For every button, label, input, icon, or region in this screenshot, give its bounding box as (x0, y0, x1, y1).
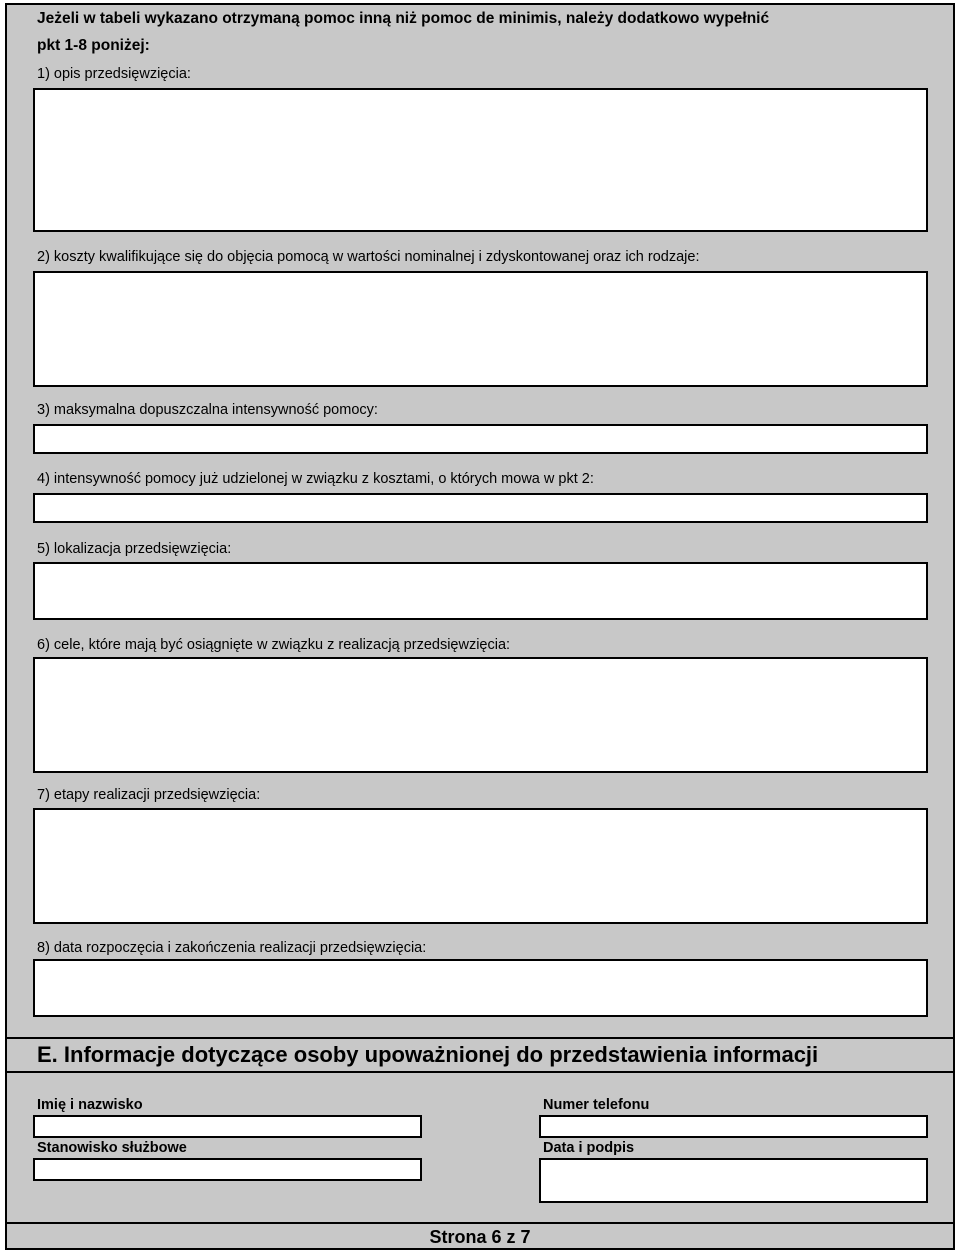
name-field[interactable] (33, 1115, 422, 1138)
field-label-granted-intensity: 4) intensywność pomocy już udzielonej w związku z kosztami, o których mowa w pkt 2: (37, 471, 594, 487)
description-field[interactable] (33, 88, 928, 232)
field-label-dates: 8) data rozpoczęcia i zakończenia realizacji przedsięwzięcia: (37, 940, 427, 956)
field-label-max-intensity: 3) maksymalna dopuszczalna intensywność pomocy: (37, 402, 378, 418)
date-sign-label: Data i podpis (543, 1140, 635, 1156)
max-intensity-field[interactable] (33, 424, 928, 454)
name-label: Imię i nazwisko (37, 1097, 143, 1113)
date-sign-field[interactable] (539, 1158, 928, 1203)
stages-field[interactable] (33, 808, 928, 924)
location-field[interactable] (33, 562, 928, 620)
intro-text-line1: Jeżeli w tabeli wykazano otrzymaną pomoc inną niż pomoc de minimis, należy dodatkowo wypełnić (37, 10, 770, 27)
field-label-description: 1) opis przedsięwzięcia: (37, 66, 191, 82)
eligible-costs-field[interactable] (33, 271, 928, 387)
position-field[interactable] (33, 1158, 422, 1181)
dates-field[interactable] (33, 959, 928, 1017)
field-label-location: 5) lokalizacja przedsięwzięcia: (37, 541, 232, 557)
intro-text-line2: pkt 1-8 poniżej: (37, 37, 150, 54)
granted-intensity-field[interactable] (33, 493, 928, 523)
phone-label: Numer telefonu (543, 1097, 650, 1113)
footer-divider (5, 1222, 955, 1224)
position-label: Stanowisko służbowe (37, 1140, 187, 1156)
goals-field[interactable] (33, 657, 928, 773)
field-label-stages: 7) etapy realizacji przedsięwzięcia: (37, 787, 261, 803)
phone-field[interactable] (539, 1115, 928, 1138)
page-number: Strona 6 z 7 (429, 1227, 531, 1247)
section-e-title: E. Informacje dotyczące osoby upoważnionej do przedstawienia informacji (37, 1042, 819, 1067)
field-label-goals: 6) cele, które mają być osiągnięte w związku z realizacją przedsięwzięcia: (37, 637, 511, 653)
field-label-eligible-costs: 2) koszty kwalifikujące się do objęcia pomocą w wartości nominalnej i zdyskontowanej oraz ich rodzaje: (37, 249, 700, 265)
